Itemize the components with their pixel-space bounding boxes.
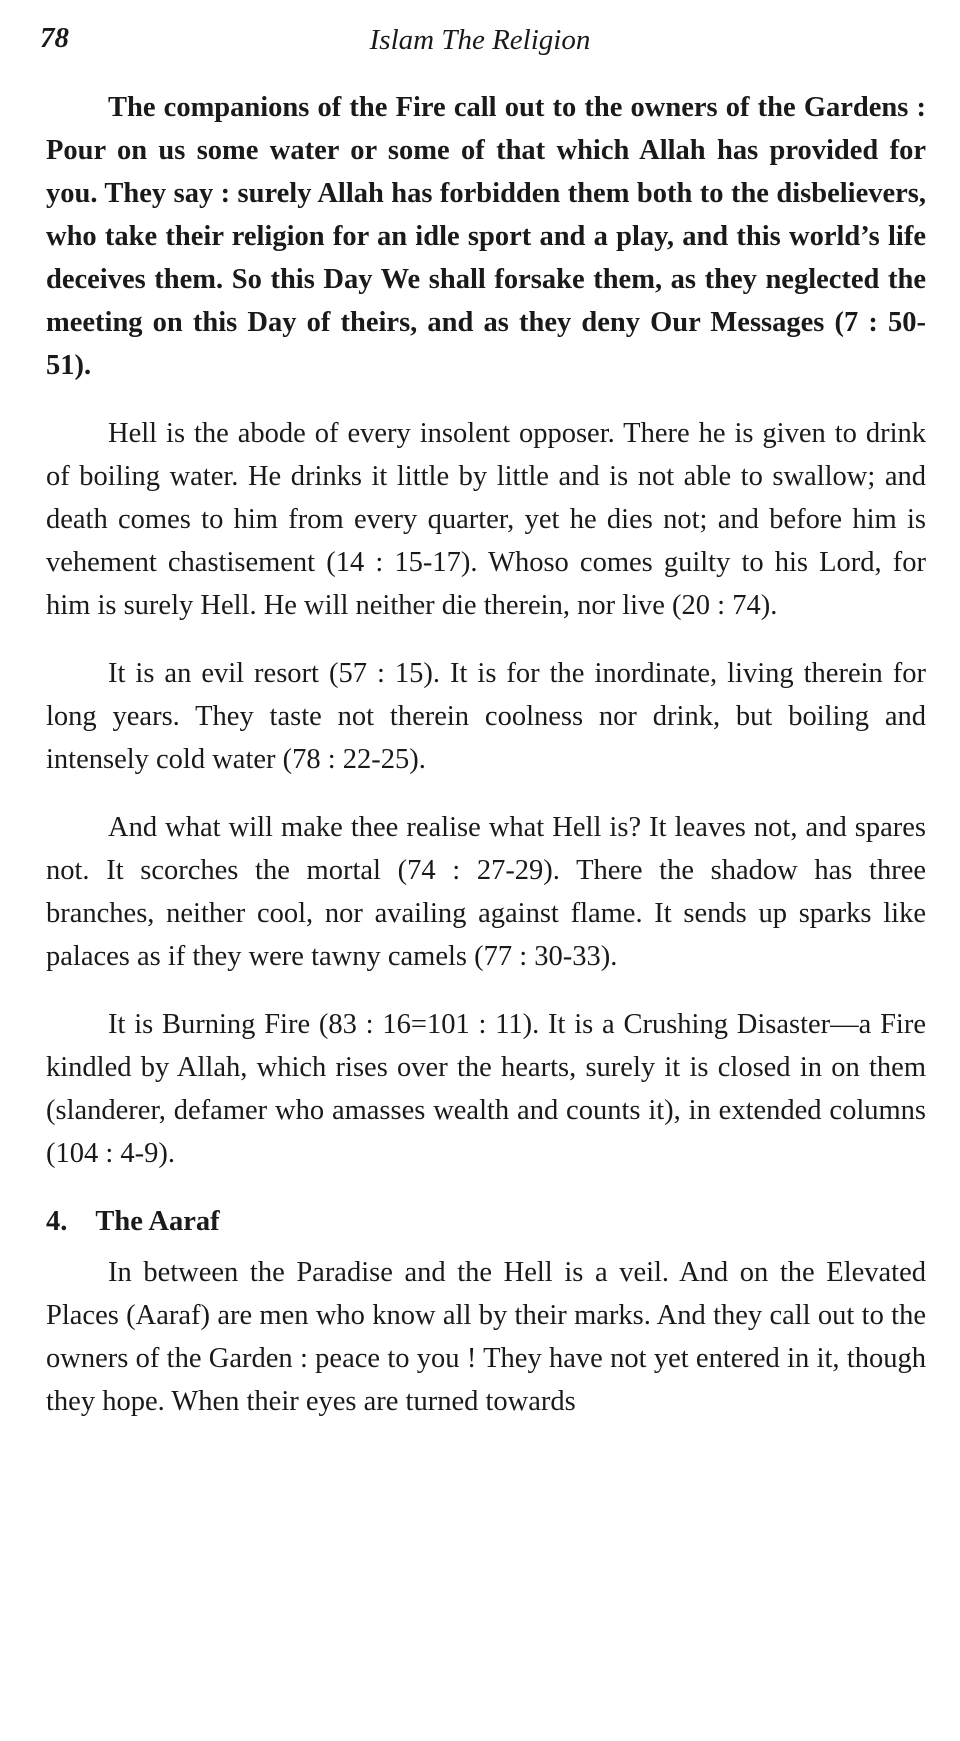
section-heading xyxy=(46,1200,926,1243)
page-header xyxy=(40,22,920,72)
section-number: 4. xyxy=(46,1206,68,1237)
section-title: The Aaraf xyxy=(95,1206,220,1237)
page-number: 78 xyxy=(40,22,69,54)
paragraph-companions-of-fire: The companions of the Fire call out to the owners of the Gardens : Pour on us some water or some of that which Allah has provided for you. They say : surely Allah has forbidden them both to the disbelievers, who take their religion for an idle sport and a play, and this world’s life deceives them. So this Day We shall forsake them, as they neglected the meeting on this Day of theirs, and as they deny Our Messages (7 : 50-51). xyxy=(46,92,926,381)
paragraph-hell-abode: Hell is the abode of every insolent opposer. There he is given to drink of boiling water. He drinks it little by little and is not able to swallow; and death comes to him from every quarter, yet he dies not; and before him is vehement chastisement (14 : 15-17). Whoso comes guilty to his Lord, for him is surely Hell. He will neither die therein, nor live (20 : 74). xyxy=(46,418,926,621)
paragraph-evil-resort: It is an evil resort (57 : 15). It is for the inordinate, living therein for long years. They taste not therein coolness nor drink, but boiling and intensely cold water (78 : 22-25). xyxy=(46,658,926,775)
paragraph-realise-hell: And what will make thee realise what Hell is? It leaves not, and spares not. It scorches the mortal (74 : 27-29). There the shadow has three branches, neither cool, nor availing against flame. It sends up sparks like palaces as if they were tawny camels (77 : 30-33). xyxy=(46,812,926,972)
running-title: Islam The Religion xyxy=(369,24,591,56)
paragraph-aaraf: In between the Paradise and the Hell is a veil. And on the Elevated Places (Aaraf) are men who know all by their marks. And they call out to the owners of the Garden : peace to you ! They have not yet entered in it, though they hope. When their eyes are turned towards xyxy=(46,1257,926,1417)
body-text xyxy=(46,86,926,1448)
paragraph-burning-fire: It is Burning Fire (83 : 16=101 : 11). It is a Crushing Disaster—a Fire kindled by Allah, which rises over the hearts, surely it is closed in on them (slanderer, defamer who amasses wealth and counts it), in extended columns (104 : 4-9). xyxy=(46,1009,926,1169)
